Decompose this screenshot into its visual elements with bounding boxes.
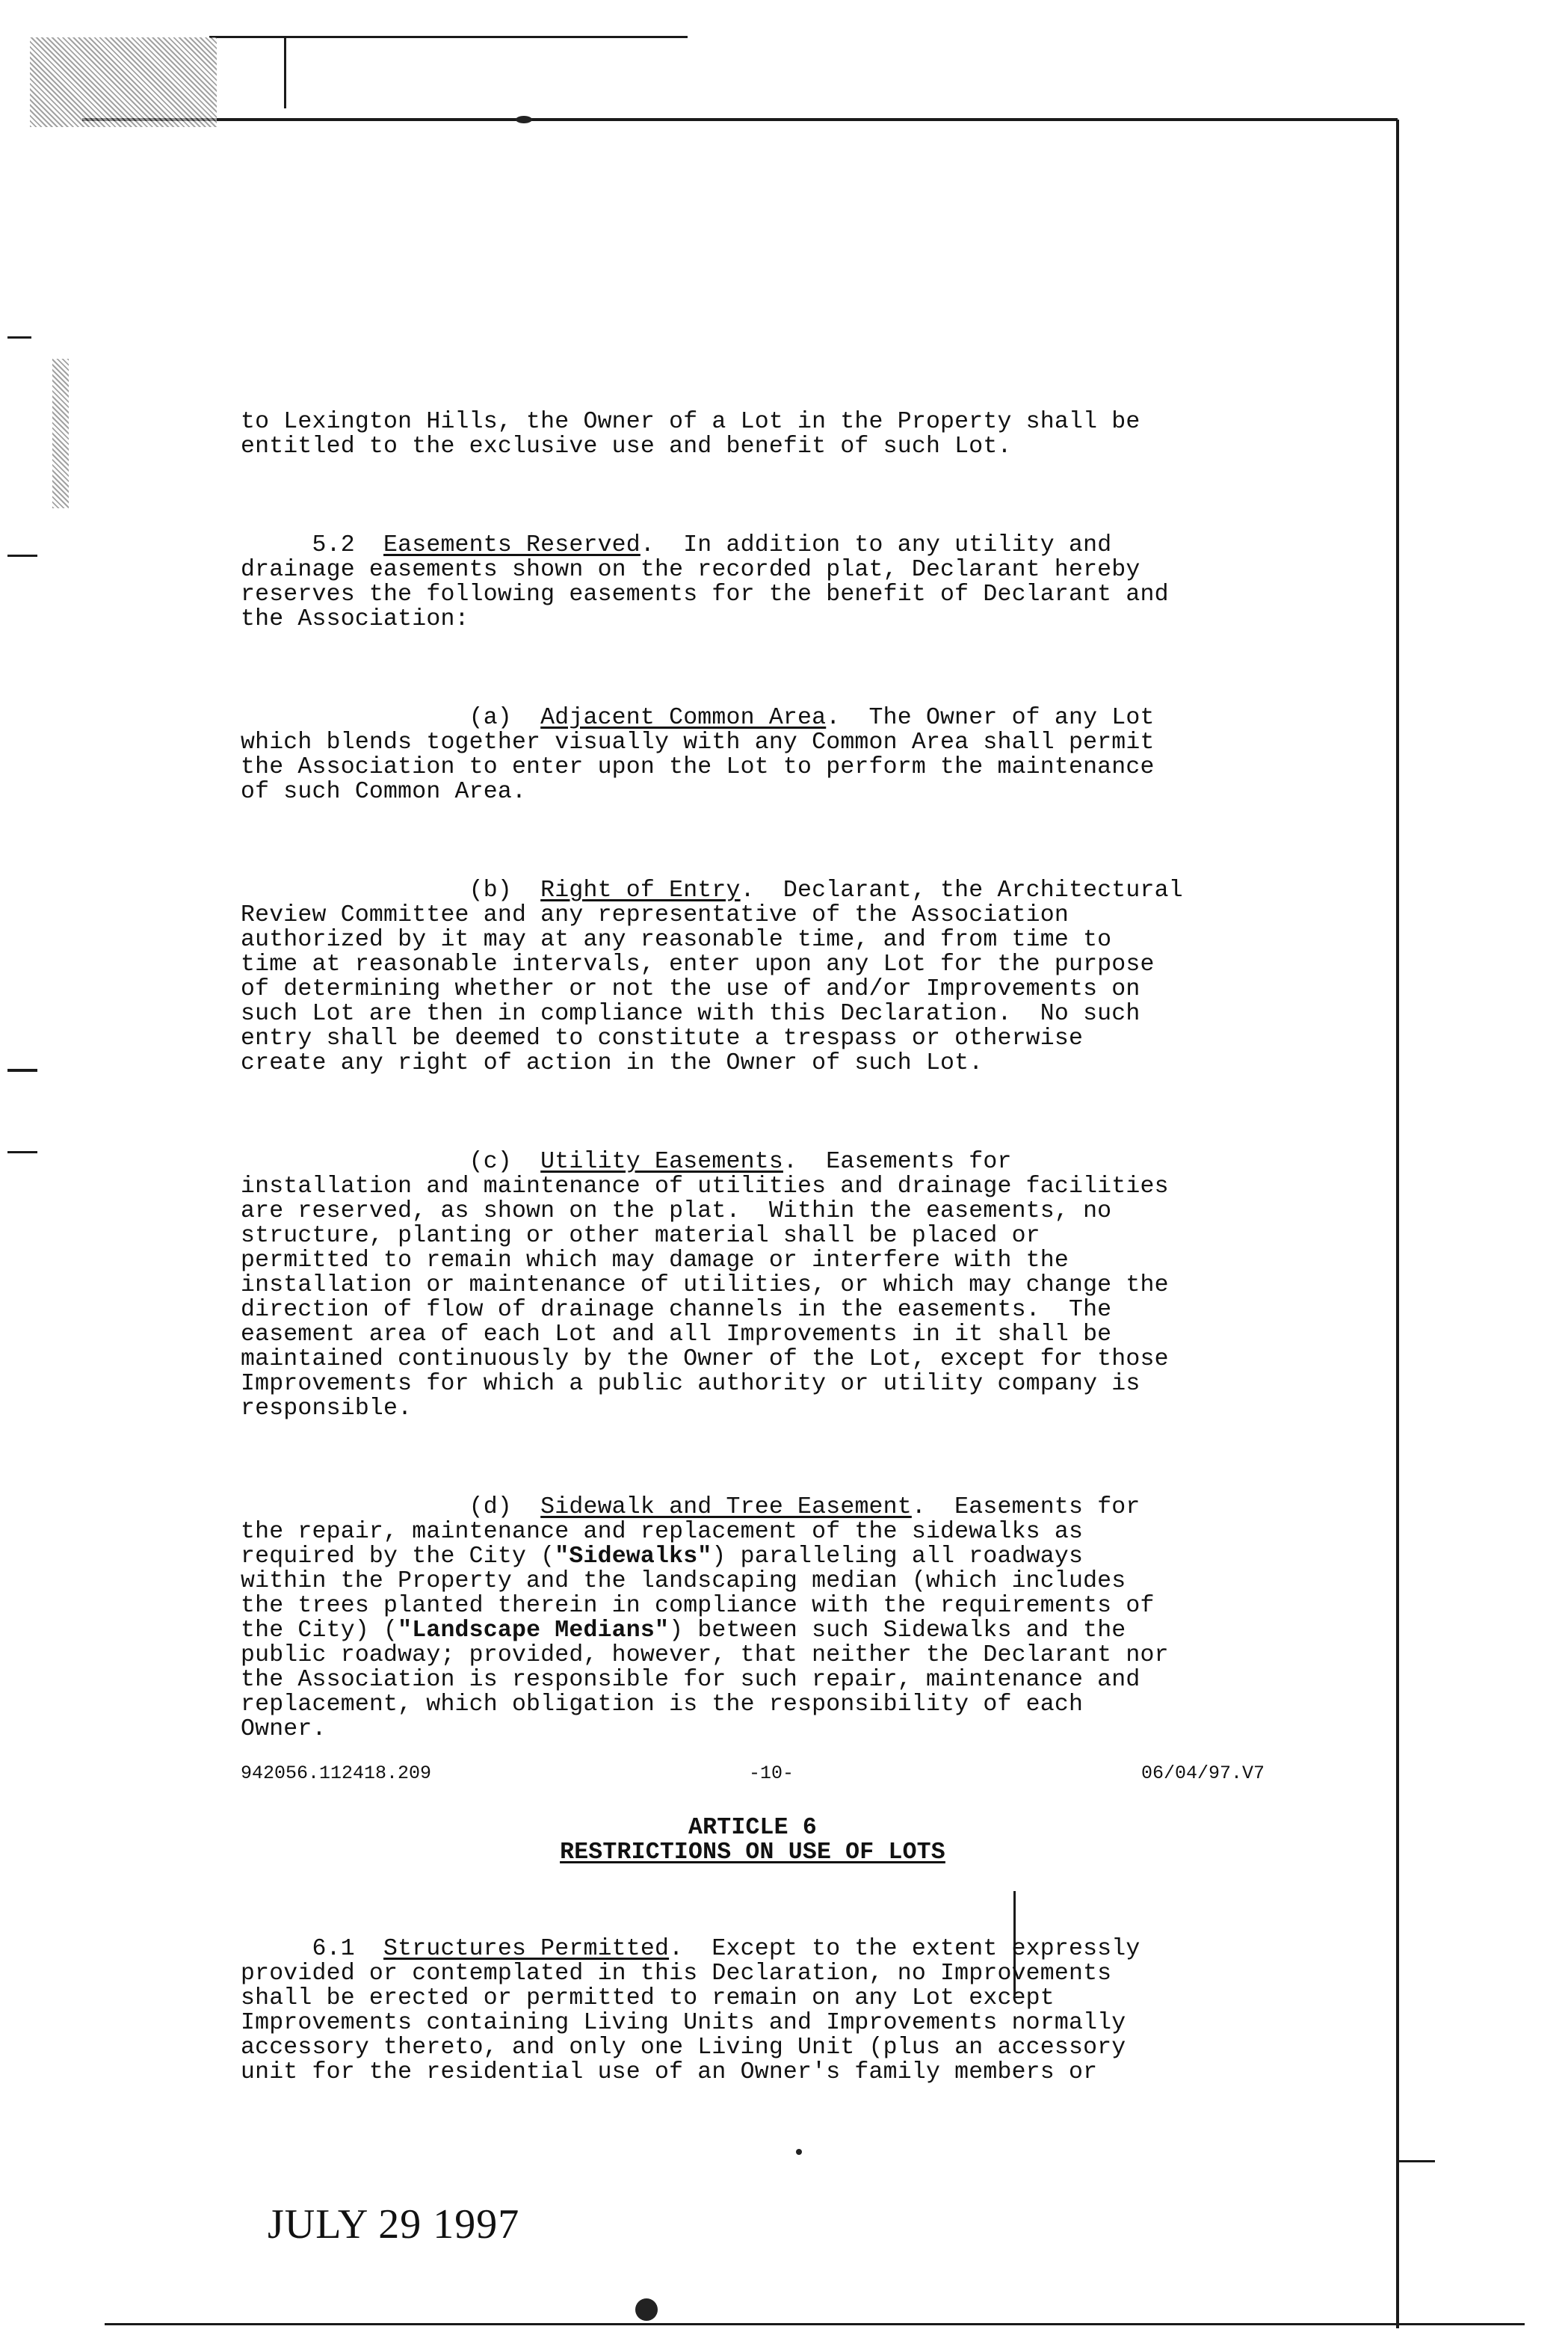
scan-border-left-fragment [284,37,286,108]
paragraph-b: (b) Right of Entry. Declarant, the Architectural Review Committee and any representative of the Association authorized by it may at any reasonable time, and from time to time at reasonable intervals, enter upon any Lot for the purpose of determining whether or not the use of and/or Improvements on such Lot are then in compliance with this Declaration. No such entry shall be deemed to constitute a trespass or otherwise create any right of action in the Owner of such Lot. [241,878,1183,1076]
footer-page-number: -10- [749,1762,794,1784]
scan-border-top-fragment [209,36,688,38]
paragraph-c: (c) Utility Easements. Easements for installation and maintenance of utilities and drainage facilities are reserved, as shown on the plat. Within the easements, no structure, planting or other material shall be placed or permitted to remain which may damage or interfere with the installation or maintenance of utilities, or which may change the direction of flow of drainage channels in the easements. The easement area of each Lot and all Improvements in it shall be maintained continuously by the Owner of the Lot, except for those Improvements for which a public authority or utility company is responsible. [241,1149,1169,1422]
margin-tick-3 [7,1069,37,1072]
defined-term-sidewalks: "Sidewalks" [555,1543,712,1570]
scan-noise-topleft [30,37,217,127]
paragraph-d: (d) Sidewalk and Tree Easement. Easements for the repair, maintenance and replacement of the sidewalks as required by the City ("Sidewalks") paralleling all roadways within the Property and the landscaping median (which includes the trees planted therein in compliance with the requirements of the City) ("Landscape Medians") between such Sidewalks and the public roadway; provided, however, that neither the Declarant nor the Association is responsible for such repair, maintenance and replacement, which obligation is the responsibility of each Owner. [241,1494,1169,1742]
footer-doc-id: 942056.112418.209 [241,1762,432,1784]
scan-speck [635,2298,658,2321]
paragraph-intro: to Lexington Hills, the Owner of a Lot in the Property shall be entitled to the exclusive use and benefit of such Lot. [241,409,1140,460]
corner-mark [1398,2160,1435,2162]
defined-term-landscape-medians: "Landscape Medians" [398,1617,670,1644]
article-subtitle: RESTRICTIONS ON USE OF LOTS [560,1839,945,1866]
article-heading [241,1816,1265,1865]
scan-bottom-line [105,2323,1525,2325]
scan-speck [796,2149,802,2155]
document-body [241,385,1265,2134]
scan-border-right [1396,120,1399,2328]
date-stamp: JULY 29 1997 [268,2201,520,2248]
paragraph-6-1: 6.1 Structures Permitted. Except to the extent expressly provided or contemplated in this Declaration, no Improvements shall be erected or permitted to remain on any Lot except Improvements containing Living Units and Improvements normally accessory thereto, and only one Living Unit (plus an accessory unit for the residential use of an Owner's family members or [241,1936,1140,2085]
article-title: ARTICLE 6 [688,1815,817,1841]
heading-right-of-entry: Right of Entry [540,878,741,904]
heading-easements-reserved: Easements Reserved [383,532,641,558]
paragraph-5-2: 5.2 Easements Reserved. In addition to any utility and drainage easements shown on the recorded plat, Declarant hereby reserves the following easements for the benefit of Declarant and the Association: [241,532,1169,632]
margin-tick-2 [7,555,37,557]
margin-tick-1 [7,336,31,339]
scan-noise-left [52,359,69,508]
paragraph-a: (a) Adjacent Common Area. The Owner of any Lot which blends together visually with any Common Area shall permit the Association to enter upon the Lot to perform the maintenance of such Common Area. [241,705,1155,805]
scan-speck [516,116,532,123]
heading-sidewalk-and-tree-easement: Sidewalk and Tree Easement [540,1494,912,1520]
margin-tick-4 [7,1151,37,1153]
footer-version: 06/04/97.V7 [1140,1762,1265,1784]
heading-structures-permitted: Structures Permitted [383,1936,670,1962]
scan-border-top [82,118,1398,121]
heading-utility-easements: Utility Easements [540,1149,783,1175]
page-footer [241,1762,1265,1789]
heading-adjacent-common-area: Adjacent Common Area [540,705,827,731]
